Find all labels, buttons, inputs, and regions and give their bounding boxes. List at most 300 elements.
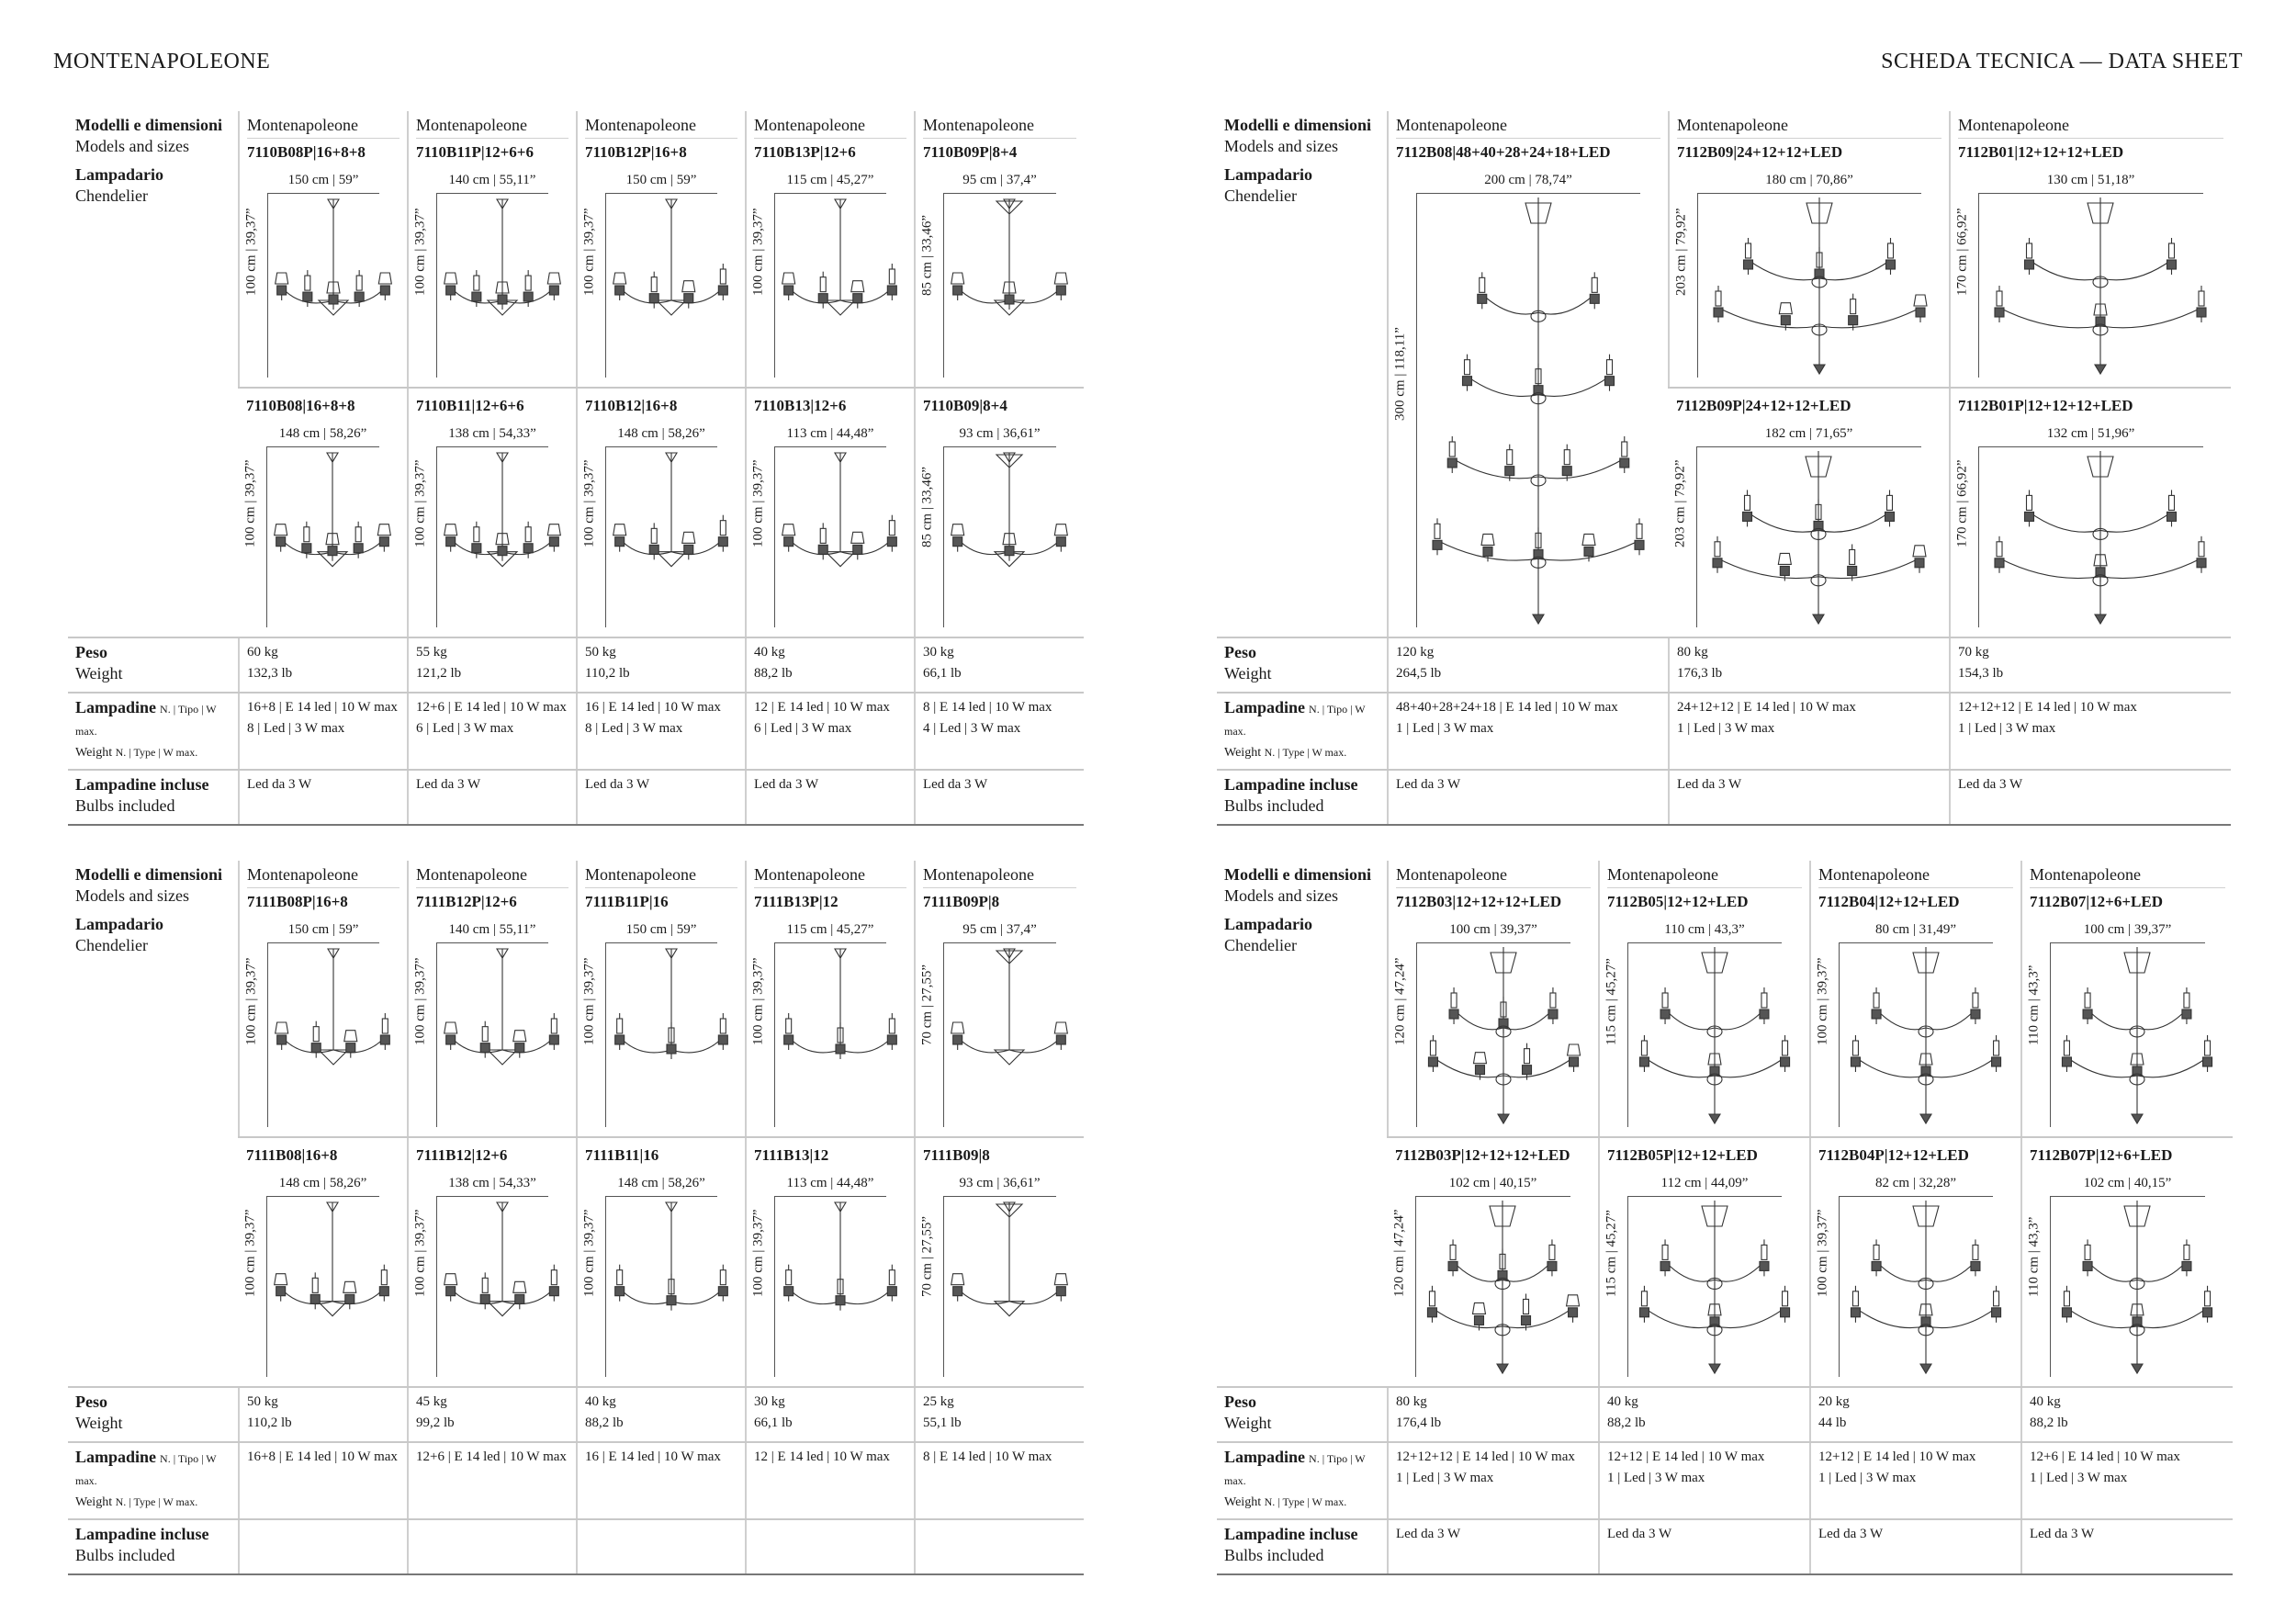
bulbs-row-value: 12+6 | E 14 led | 10 W max xyxy=(416,700,567,715)
height-dimension-label: 115 cm | 45,27” xyxy=(1604,958,1619,1045)
weight-label-it: Peso xyxy=(1224,643,1256,661)
model-family: Montenapoleone xyxy=(1396,115,1660,139)
chandelier-drawing xyxy=(412,194,568,381)
weight-row-value: 121,2 lb xyxy=(416,666,462,681)
models-label: Modelli e dimensioni xyxy=(1224,865,1372,884)
weight-row-value: 55 kg xyxy=(416,645,447,660)
model-cell xyxy=(239,861,408,1137)
height-dimension xyxy=(1392,194,1417,627)
height-dimension-label: 100 cm | 39,37” xyxy=(750,208,766,296)
chandelier-icon xyxy=(444,447,561,627)
bulbs-label-it: Lampadine xyxy=(1224,1448,1306,1466)
chandelier-drawing xyxy=(412,943,568,1131)
chandelier-drawing xyxy=(243,943,400,1131)
width-dimension: 148 cm | 58,26” xyxy=(266,1173,379,1197)
weight-row-value: 264,5 lb xyxy=(1396,666,1442,681)
weight-row-value: 88,2 lb xyxy=(2030,1415,2068,1430)
included-row-cell xyxy=(1388,1519,1599,1574)
lamp-label-en: Chendelier xyxy=(1224,186,1297,205)
chandelier-drawing xyxy=(243,194,400,381)
height-dimension-label: 300 cm | 118,11” xyxy=(1392,327,1408,421)
model-code: 7112B04|12+12+LED xyxy=(1818,893,1960,910)
model-family: Montenapoleone xyxy=(247,864,400,888)
bulbs-row xyxy=(68,693,1084,770)
model-family: Montenapoleone xyxy=(1607,864,1802,888)
model-code: 7111B08|16+8 xyxy=(246,1146,338,1164)
model-code: 7110B08|16+8+8 xyxy=(246,397,355,414)
height-dimension xyxy=(412,447,437,627)
weight-row-cell xyxy=(239,637,408,693)
bulbs-row-value: 1 | Led | 3 W max xyxy=(2030,1471,2128,1485)
height-dimension xyxy=(412,194,437,378)
chandelier-drawing xyxy=(1815,943,2013,1131)
height-dimension-label: 85 cm | 33,46” xyxy=(919,467,935,547)
height-dimension xyxy=(412,943,437,1127)
lamp-label: Lampadario xyxy=(1224,915,1313,933)
chandelier-drawing xyxy=(1954,194,2223,381)
height-dimension-label: 70 cm | 27,55” xyxy=(919,1216,935,1297)
width-dimension: 100 cm | 39,37” xyxy=(2050,919,2205,943)
height-dimension xyxy=(242,1197,267,1377)
included-row-label xyxy=(68,770,239,825)
model-cell xyxy=(239,1137,408,1387)
model-code: 7110B12P|16+8 xyxy=(585,143,687,161)
included-label-en: Bulbs included xyxy=(75,1546,175,1564)
model-code: 7110B09P|8+4 xyxy=(923,143,1018,161)
bulbs-row-value: 12+12+12 | E 14 led | 10 W max xyxy=(1396,1449,1575,1464)
height-dimension xyxy=(2026,943,2051,1127)
weight-row-value: 120 kg xyxy=(1396,645,1435,660)
bulbs-row-value: 1 | Led | 3 W max xyxy=(1396,1471,1494,1485)
weight-row-cell xyxy=(1669,637,1950,693)
bulbs-row-cell xyxy=(577,693,746,770)
height-dimension xyxy=(1815,943,1840,1127)
model-family: Montenapoleone xyxy=(247,115,400,139)
weight-row-value: 176,3 lb xyxy=(1677,666,1723,681)
bulbs-label-it: Lampadine xyxy=(75,698,157,716)
model-cell xyxy=(408,1137,577,1387)
bulbs-row-label xyxy=(68,693,239,770)
bulbs-row-value: 1 | Led | 3 W max xyxy=(1677,721,1775,736)
bulbs-row-value: 12+12 | E 14 led | 10 W max xyxy=(1818,1449,1976,1464)
chandelier-drawing xyxy=(581,194,737,381)
models-label: Modelli e dimensioni xyxy=(75,865,223,884)
model-code: 7112B05|12+12+LED xyxy=(1607,893,1749,910)
chandelier-icon xyxy=(613,1197,730,1377)
chandelier-drawing xyxy=(412,447,568,631)
width-dimension: 95 cm | 37,4” xyxy=(943,170,1056,194)
chandelier-icon xyxy=(1986,194,2215,378)
weight-row-value: 88,2 lb xyxy=(1607,1415,1646,1430)
model-code: 7110B13|12+6 xyxy=(754,397,847,414)
bulbs-row-value: 1 | Led | 3 W max xyxy=(1818,1471,1917,1485)
included-row-cell xyxy=(1388,770,1669,825)
model-cell xyxy=(1388,861,1599,1137)
height-dimension xyxy=(1604,943,1628,1127)
width-dimension: 182 cm | 71,65” xyxy=(1696,423,1921,447)
bulbs-row-value: 16 | E 14 led | 10 W max xyxy=(585,1449,721,1464)
model-family: Montenapoleone xyxy=(585,864,737,888)
included-row-cell xyxy=(2021,1519,2233,1574)
model-cell xyxy=(408,861,577,1137)
included-label-en: Bulbs included xyxy=(75,796,175,815)
chandelier-icon xyxy=(1846,943,2006,1127)
included-row-value: Led da 3 W xyxy=(923,777,988,792)
included-row-value: Led da 3 W xyxy=(1396,1527,1461,1541)
weight-row-cell xyxy=(408,1387,577,1442)
height-dimension-label: 100 cm | 39,37” xyxy=(243,957,259,1045)
chandelier-drawing xyxy=(919,447,1076,631)
height-dimension xyxy=(1604,1197,1628,1377)
model-code: 7112B09|24+12+12+LED xyxy=(1677,143,1843,161)
bulbs-row-cell xyxy=(408,1442,577,1519)
models-label-cell xyxy=(1217,111,1388,637)
height-dimension xyxy=(1954,194,1979,378)
bulbs-row-value: 12+6 | E 14 led | 10 W max xyxy=(2030,1449,2180,1464)
width-dimension: 200 cm | 78,74” xyxy=(1416,170,1640,194)
included-row-value: Led da 3 W xyxy=(585,777,650,792)
weight-row-cell xyxy=(746,637,915,693)
weight-row-value: 70 kg xyxy=(1958,645,1989,660)
weight-row-value: 50 kg xyxy=(585,645,616,660)
bulbs-row-label xyxy=(68,1442,239,1519)
chandelier-icon xyxy=(1424,194,1653,627)
height-dimension-label: 100 cm | 39,37” xyxy=(750,1209,766,1297)
included-row-cell xyxy=(239,770,408,825)
included-row-cell xyxy=(577,1519,746,1574)
width-dimension: 80 cm | 31,49” xyxy=(1839,919,1993,943)
model-code: 7111B13|12 xyxy=(754,1146,829,1164)
weight-row-cell xyxy=(915,637,1084,693)
included-row-value: Led da 3 W xyxy=(1958,777,2023,792)
weight-row xyxy=(68,1387,1084,1442)
included-row-cell xyxy=(915,770,1084,825)
bulbs-row-value: 24+12+12 | E 14 led | 10 W max xyxy=(1677,700,1856,715)
weight-row-cell xyxy=(2021,1387,2233,1442)
weight-row-label xyxy=(1217,637,1388,693)
width-dimension: 148 cm | 58,26” xyxy=(266,423,379,447)
width-dimension: 93 cm | 36,61” xyxy=(943,1173,1056,1197)
included-row xyxy=(68,1519,1084,1574)
model-cell xyxy=(577,388,746,637)
weight-row-value: 50 kg xyxy=(247,1394,278,1409)
height-dimension-label: 110 cm | 43,3” xyxy=(2026,1216,2042,1297)
bulbs-row-value: 1 | Led | 3 W max xyxy=(1958,721,2056,736)
weight-row-value: 99,2 lb xyxy=(416,1415,455,1430)
chandelier-icon xyxy=(2057,1197,2217,1377)
weight-row-value: 40 kg xyxy=(585,1394,616,1409)
included-row-cell xyxy=(239,1519,408,1574)
model-cell xyxy=(746,1137,915,1387)
height-dimension-label: 70 cm | 27,55” xyxy=(919,964,935,1045)
width-dimension: 148 cm | 58,26” xyxy=(605,423,717,447)
height-dimension xyxy=(750,1197,775,1377)
model-code: 7112B07P|12+6+LED xyxy=(2030,1146,2173,1164)
weight-row-value: 80 kg xyxy=(1677,645,1708,660)
chandelier-drawing xyxy=(242,1197,400,1381)
height-dimension-label: 85 cm | 33,46” xyxy=(919,215,935,296)
model-cell xyxy=(2021,1137,2233,1387)
weight-label-en: Weight xyxy=(75,1414,123,1432)
bulbs-row-cell xyxy=(746,1442,915,1519)
bulbs-row-value: 4 | Led | 3 W max xyxy=(923,721,1021,736)
included-row-cell xyxy=(408,1519,577,1574)
bulbs-row-value: 6 | Led | 3 W max xyxy=(416,721,514,736)
weight-label-it: Peso xyxy=(75,1393,107,1411)
included-row xyxy=(1217,770,2231,825)
included-label-en: Bulbs included xyxy=(1224,1546,1324,1564)
weight-label-it: Peso xyxy=(1224,1393,1256,1411)
width-dimension: 115 cm | 45,27” xyxy=(774,919,886,943)
included-row-value: Led da 3 W xyxy=(2030,1527,2095,1541)
width-dimension: 138 cm | 54,33” xyxy=(436,423,548,447)
included-row-cell xyxy=(1669,770,1950,825)
bulbs-label-en: Weight xyxy=(1224,746,1262,760)
model-cell xyxy=(1599,861,1810,1137)
width-dimension: 180 cm | 70,86” xyxy=(1697,170,1921,194)
chandelier-drawing xyxy=(2026,943,2225,1131)
model-cell xyxy=(915,388,1084,637)
included-row-cell xyxy=(746,770,915,825)
height-dimension xyxy=(242,447,267,627)
weight-row-cell xyxy=(1388,1387,1599,1442)
height-dimension xyxy=(919,447,944,627)
spec-table xyxy=(1217,111,2231,826)
model-cell xyxy=(915,1137,1084,1387)
width-dimension: 110 cm | 43,3” xyxy=(1627,919,1782,943)
chandelier-icon xyxy=(1635,943,1795,1127)
included-row-value: Led da 3 W xyxy=(1818,1527,1884,1541)
model-cell xyxy=(1669,388,1950,637)
bulbs-sub-it: N. | Tipo | W max. xyxy=(1224,703,1366,738)
bulbs-sub-en: N. | Type | W max. xyxy=(115,746,198,759)
weight-row-label xyxy=(68,1387,239,1442)
model-cell xyxy=(577,861,746,1137)
model-cell xyxy=(408,111,577,388)
bulbs-row-value: 1 | Led | 3 W max xyxy=(1607,1471,1705,1485)
bulbs-row xyxy=(1217,1442,2233,1519)
bulbs-sub-it: N. | Tipo | W max. xyxy=(75,1452,217,1487)
width-dimension: 102 cm | 40,15” xyxy=(1415,1173,1570,1197)
width-dimension: 148 cm | 58,26” xyxy=(605,1173,717,1197)
weight-row-value: 40 kg xyxy=(754,645,785,660)
bulbs-label-it: Lampadine xyxy=(75,1448,157,1466)
model-cell xyxy=(746,388,915,637)
height-dimension xyxy=(243,943,268,1127)
chandelier-drawing xyxy=(1392,194,1660,631)
bulbs-row-cell xyxy=(408,693,577,770)
weight-row xyxy=(68,637,1084,693)
chandelier-drawing xyxy=(919,943,1076,1131)
weight-label-en: Weight xyxy=(1224,1414,1272,1432)
chandelier-drawing xyxy=(581,1197,737,1381)
models-label-en: Models and sizes xyxy=(1224,886,1338,905)
model-code: 7110B11P|12+6+6 xyxy=(416,143,534,161)
height-dimension xyxy=(412,1197,437,1377)
model-cell xyxy=(1669,111,1950,388)
included-row-value: Led da 3 W xyxy=(247,777,312,792)
height-dimension xyxy=(1815,1197,1840,1377)
height-dimension-label: 100 cm | 39,37” xyxy=(581,1209,597,1297)
included-label-it: Lampadine incluse xyxy=(1224,775,1358,794)
height-dimension-label: 100 cm | 39,37” xyxy=(242,459,258,547)
model-cell xyxy=(1810,1137,2021,1387)
model-code: 7112B03P|12+12+12+LED xyxy=(1395,1146,1570,1164)
chandelier-icon xyxy=(1705,194,1934,378)
model-code: 7112B04P|12+12+LED xyxy=(1818,1146,1969,1164)
included-row-cell xyxy=(746,1519,915,1574)
bulbs-row-value: 12+12+12 | E 14 led | 10 W max xyxy=(1958,700,2137,715)
weight-row-value: 80 kg xyxy=(1396,1394,1427,1409)
height-dimension xyxy=(2026,1197,2051,1377)
height-dimension-label: 170 cm | 66,92” xyxy=(1954,208,1970,296)
bulbs-row-label xyxy=(1217,1442,1388,1519)
height-dimension-label: 100 cm | 39,37” xyxy=(581,459,597,547)
width-dimension: 140 cm | 55,11” xyxy=(436,170,548,194)
weight-row xyxy=(1217,1387,2233,1442)
bulbs-row-value: 16 | E 14 led | 10 W max xyxy=(585,700,721,715)
included-row-value: Led da 3 W xyxy=(1607,1527,1672,1541)
chandelier-icon xyxy=(444,194,561,378)
width-dimension: 132 cm | 51,96” xyxy=(1978,423,2203,447)
height-dimension-label: 110 cm | 43,3” xyxy=(2026,964,2042,1045)
chandelier-drawing xyxy=(1672,447,1941,631)
weight-row-value: 55,1 lb xyxy=(923,1415,962,1430)
height-dimension-label: 100 cm | 39,37” xyxy=(1815,957,1830,1045)
model-cell xyxy=(1950,388,2231,637)
chandelier-icon xyxy=(444,943,561,1127)
bulbs-row-value: 12+6 | E 14 led | 10 W max xyxy=(416,1449,567,1464)
included-row-cell xyxy=(577,770,746,825)
chandelier-icon xyxy=(1423,1197,1582,1377)
bulbs-row-value: 6 | Led | 3 W max xyxy=(754,721,852,736)
included-row-label xyxy=(1217,770,1388,825)
chandelier-drawing xyxy=(750,943,906,1131)
chandelier-icon xyxy=(1424,943,1583,1127)
weight-row-value: 176,4 lb xyxy=(1396,1415,1442,1430)
model-family: Montenapoleone xyxy=(416,115,568,139)
chandelier-drawing xyxy=(750,194,906,381)
lamp-label: Lampadario xyxy=(75,915,164,933)
weight-row-cell xyxy=(1950,637,2231,693)
chandelier-drawing xyxy=(1815,1197,2013,1381)
chandelier-icon xyxy=(613,194,730,378)
lamp-label: Lampadario xyxy=(1224,165,1313,184)
bulbs-row-value: 8 | E 14 led | 10 W max xyxy=(923,700,1052,715)
included-row-cell xyxy=(1950,770,2231,825)
bulbs-row-cell xyxy=(746,693,915,770)
model-cell xyxy=(746,861,915,1137)
models-label: Modelli e dimensioni xyxy=(1224,116,1372,134)
bulbs-row-cell xyxy=(1669,693,1950,770)
included-label-it: Lampadine incluse xyxy=(75,1525,209,1543)
model-family: Montenapoleone xyxy=(1677,115,1941,139)
width-dimension: 138 cm | 54,33” xyxy=(436,1173,548,1197)
chandelier-icon xyxy=(444,1197,561,1377)
weight-row-label xyxy=(68,637,239,693)
weight-row-value: 60 kg xyxy=(247,645,278,660)
weight-row-value: 66,1 lb xyxy=(754,1415,793,1430)
model-cell xyxy=(577,1137,746,1387)
lamp-label: Lampadario xyxy=(75,165,164,184)
model-family: Montenapoleone xyxy=(754,864,906,888)
bulbs-row xyxy=(1217,693,2231,770)
weight-row-cell xyxy=(577,637,746,693)
chandelier-drawing xyxy=(581,943,737,1131)
models-label-cell xyxy=(68,111,239,637)
weight-row-cell xyxy=(746,1387,915,1442)
weight-row-cell xyxy=(408,637,577,693)
bulbs-row-value: 48+40+28+24+18 | E 14 led | 10 W max xyxy=(1396,700,1618,715)
chandelier-icon xyxy=(275,943,392,1127)
height-dimension-label: 100 cm | 39,37” xyxy=(581,208,597,296)
height-dimension-label: 100 cm | 39,37” xyxy=(412,208,428,296)
model-cell xyxy=(239,388,408,637)
height-dimension-label: 100 cm | 39,37” xyxy=(412,957,428,1045)
weight-row-value: 44 lb xyxy=(1818,1415,1847,1430)
model-family: Montenapoleone xyxy=(585,115,737,139)
model-code: 7112B05P|12+12+LED xyxy=(1607,1146,1758,1164)
included-row-label xyxy=(1217,1519,1388,1574)
included-row-value: Led da 3 W xyxy=(1396,777,1461,792)
bulbs-row-cell xyxy=(239,1442,408,1519)
weight-row-cell xyxy=(577,1387,746,1442)
included-row-value: Led da 3 W xyxy=(754,777,819,792)
model-code: 7110B09|8+4 xyxy=(923,397,1007,414)
model-cell xyxy=(746,111,915,388)
chandelier-drawing xyxy=(1391,1197,1591,1381)
width-dimension: 140 cm | 55,11” xyxy=(436,919,548,943)
lamp-label-en: Chendelier xyxy=(1224,936,1297,954)
bulbs-sub-en: N. | Type | W max. xyxy=(1264,746,1347,759)
height-dimension-label: 100 cm | 39,37” xyxy=(412,1209,428,1297)
model-code: 7112B09P|24+12+12+LED xyxy=(1676,397,1851,414)
included-row-label xyxy=(68,1519,239,1574)
height-dimension xyxy=(919,194,944,378)
model-code: 7110B11|12+6+6 xyxy=(416,397,524,414)
bulbs-row-cell xyxy=(915,693,1084,770)
model-code: 7112B08|48+40+28+24+18+LED xyxy=(1396,143,1611,161)
width-dimension: 150 cm | 59” xyxy=(267,919,379,943)
model-family: Montenapoleone xyxy=(1958,115,2223,139)
model-cell xyxy=(915,861,1084,1137)
included-row-value: Led da 3 W xyxy=(416,777,481,792)
model-code: 7111B09|8 xyxy=(923,1146,990,1164)
model-code: 7112B01|12+12+12+LED xyxy=(1958,143,2124,161)
bulbs-row-value: 8 | E 14 led | 10 W max xyxy=(923,1449,1052,1464)
chandelier-drawing xyxy=(919,1197,1076,1381)
models-label: Modelli e dimensioni xyxy=(75,116,223,134)
width-dimension: 115 cm | 45,27” xyxy=(774,170,886,194)
bulbs-sub-en: N. | Type | W max. xyxy=(1264,1495,1347,1508)
height-dimension-label: 203 cm | 79,92” xyxy=(1672,459,1688,547)
chandelier-icon xyxy=(782,1197,899,1377)
weight-row-value: 25 kg xyxy=(923,1394,954,1409)
chandelier-drawing xyxy=(1954,447,2223,631)
height-dimension xyxy=(750,447,775,627)
model-cell xyxy=(2021,861,2233,1137)
height-dimension xyxy=(581,1197,606,1377)
height-dimension xyxy=(1391,1197,1416,1377)
height-dimension xyxy=(1672,447,1697,627)
width-dimension: 150 cm | 59” xyxy=(605,170,717,194)
spec-table xyxy=(68,111,1084,826)
weight-row-value: 40 kg xyxy=(2030,1394,2061,1409)
bulbs-label-it: Lampadine xyxy=(1224,698,1306,716)
height-dimension-label: 115 cm | 45,27” xyxy=(1604,1210,1619,1297)
model-code: 7110B08P|16+8+8 xyxy=(247,143,366,161)
weight-row-value: 66,1 lb xyxy=(923,666,962,681)
